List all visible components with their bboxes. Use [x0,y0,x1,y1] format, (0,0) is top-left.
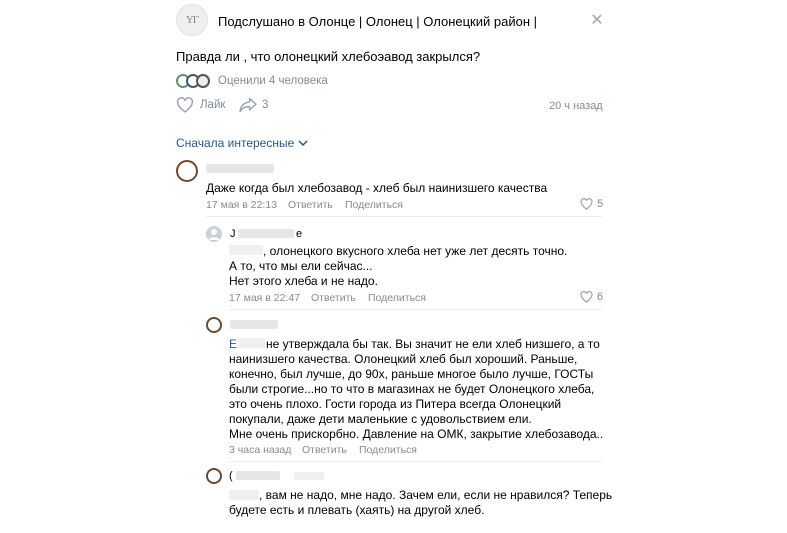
divider [229,309,602,310]
comment-text-line: А то, что мы ели сейчас... [229,259,373,273]
sort-dropdown[interactable] [176,136,308,150]
divider [229,461,602,462]
author-name-redacted[interactable] [238,229,294,238]
like-count: 5 [597,198,604,210]
comment-text-line: будете есть и плевать (хаять) на другой хлеб. [229,503,485,517]
comment-text-line: Мне очень прискорбно. Давление на ОМК, закрытие хлебозавода.. [229,427,604,441]
comment-like-button[interactable] [580,291,603,303]
comment-date[interactable]: 17 мая в 22:13 [206,199,278,211]
comment-text-line: конечно, был лучше, до 90х, раньше многое было лучше, ГОСТы [229,367,594,381]
author-name-initial[interactable]: ( [229,470,233,482]
reply-button[interactable]: Ответить [288,199,333,211]
rated-row[interactable] [176,72,328,90]
avatar[interactable] [206,226,222,242]
author-name-redacted[interactable] [236,471,280,480]
comment-text-line: , вам не надо, мне надо. Зачем ели, если не нравился? Теперь [259,488,613,502]
comment-like-button[interactable] [580,198,603,210]
comment-text: Даже когда был хлебозавод - хлеб был наинизшего качества [206,181,548,195]
comment-text-line: это очень плохо. Гости города из Питера всегда Олонецкий [229,397,562,411]
share-button[interactable] [238,97,268,113]
sort-label: Сначала интересные [176,136,295,150]
like-label: Лайк [200,99,226,111]
share-comment-button[interactable]: Поделиться [368,292,426,304]
share-icon [238,97,258,113]
comment-text-line: наинизшего качества. Олонецкий хлеб был хороший. Раньше, [229,352,578,366]
close-icon[interactable]: ✕ [590,12,604,29]
heart-icon [580,291,593,303]
author-name-redacted[interactable] [206,164,274,173]
mention-redacted [229,245,263,255]
comment-text-line: покупали, даже дети маленькие с удовольствием ели. [229,412,532,426]
author-name-redacted[interactable] [230,320,278,329]
comment-date[interactable]: 3 часа назад [229,444,292,456]
share-count: 3 [262,99,269,111]
heart-icon [176,97,194,113]
author-name-initial[interactable]: J [230,228,236,240]
mention-redacted [237,338,265,348]
rated-count-text: Оценили 4 человека [218,75,328,87]
comment-text-line: , олонецкого вкусного хлеба нет уже лет десять точно. [263,244,568,258]
group-name[interactable]: Подслушано в Олонце | Олонец | Олонецкий район | [218,14,538,29]
avatar[interactable] [206,317,222,333]
avatar[interactable] [206,468,222,484]
heart-icon [580,198,593,210]
like-count: 6 [597,291,604,303]
chevron-down-icon [298,140,308,146]
avatar-monogram: ҮГ [185,14,199,26]
like-button[interactable] [176,97,225,113]
reactor-avatar [196,74,210,88]
group-avatar[interactable] [176,4,208,36]
author-name-suffix[interactable]: e [296,228,303,240]
reply-button[interactable]: Ответить [302,444,347,456]
comment-date[interactable]: 17 мая в 22:47 [229,292,301,304]
comment-text-line: не утверждала бы так. Вы значит не ели хлеб низшего, а то [266,337,600,351]
post-text: Правда ли , что олонецкий хлебоэавод закрылся? [176,49,481,64]
reply-button[interactable]: Ответить [311,292,356,304]
share-comment-button[interactable]: Поделиться [359,444,417,456]
author-meta-redacted [294,472,324,480]
comment-text-line: Нет этого хлеба и не надо. [229,274,378,288]
avatar[interactable] [176,160,198,182]
comment-text-line: были строгие...но то что в магазинах не будет Олонецкого хлеба, [229,382,595,396]
mention-redacted [229,490,259,500]
post-time[interactable]: 20 ч назад [549,100,603,112]
share-comment-button[interactable]: Поделиться [345,199,403,211]
mention-initial[interactable]: Е [229,337,238,351]
divider [206,216,602,217]
